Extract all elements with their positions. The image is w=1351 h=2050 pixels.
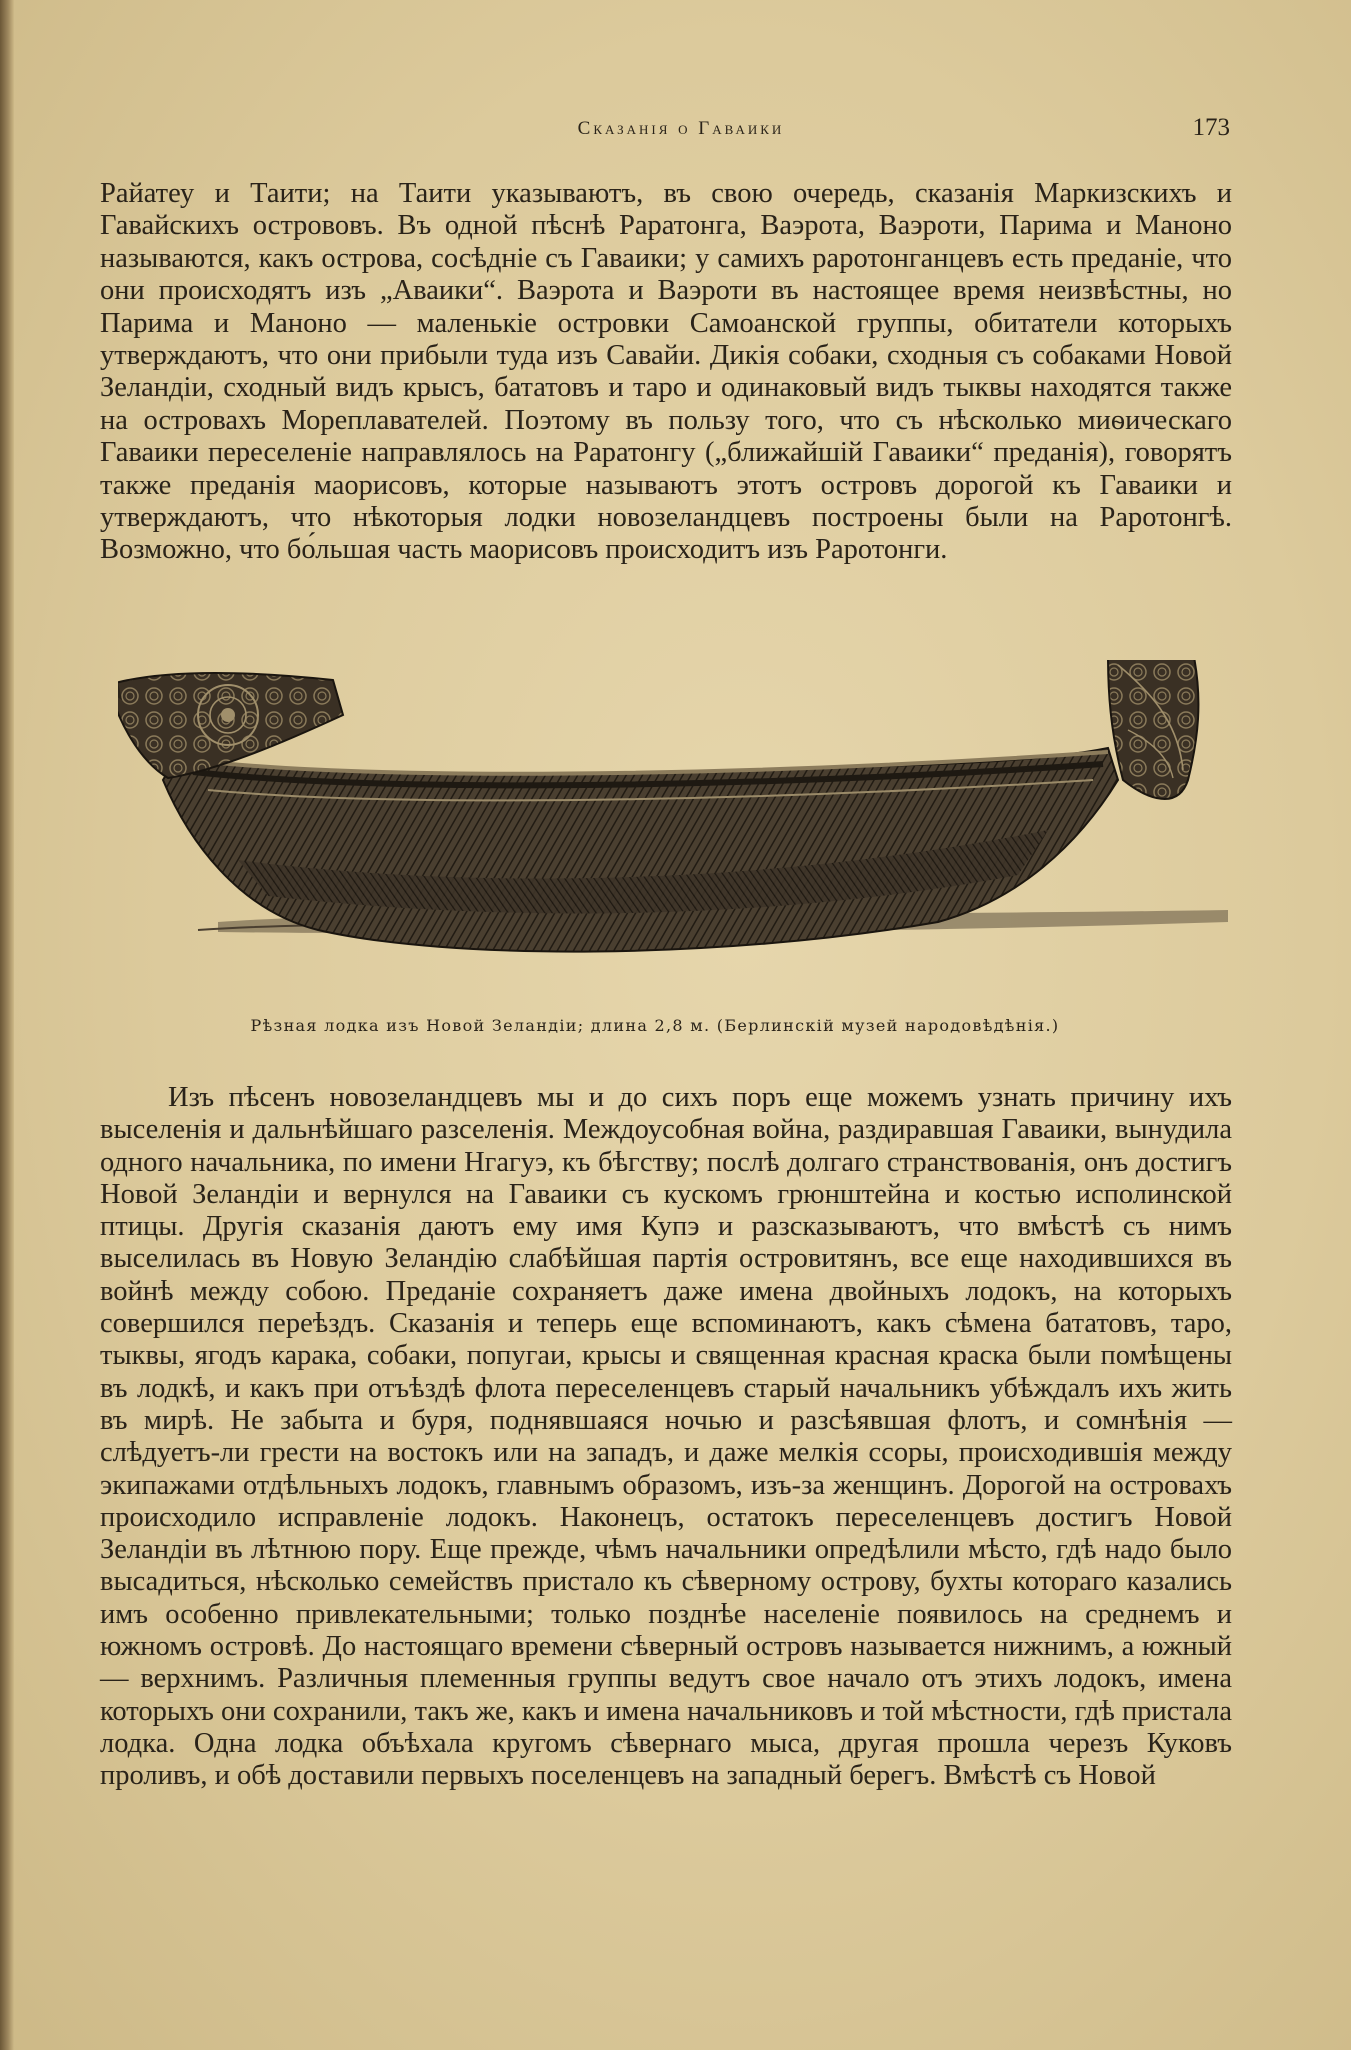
paragraph-1: Райатеу и Таити; на Таити указываютъ, въ свою очередь, сказанія Маркизскихъ и Гавайскихъ острововъ. Въ одной пѣснѣ Раратонга, Ваэрота, Ваэроти, Парима и Маноно называются, какъ острова, сосѣдніе съ Гаваики; у самихъ раротонганцевъ есть преданіе, что они происходятъ изъ „Аваики“. Ваэрота и Ваэроти въ настоящее время неизвѣстны, но Парима и Маноно — маленькіе островки Самоанской группы, обитатели которыхъ утверждаютъ, что они прибыли туда изъ Савайи. Дикія собаки, сходныя съ собаками Новой Зеландіи, сходный видъ крысъ, бататовъ и таро и одинаковый видъ тыквы находятся также на островахъ Мореплавателей. Поэтому въ пользу того, что съ нѣсколько миѳическаго Гаваики переселеніе направлялось на Раратонгу („ближайшій Гаваики“ преданія), говорятъ также преданія маорисовъ, которые называютъ этотъ островъ дорогой къ Гаваики и утверждаютъ, что нѣкоторыя лодки новозеландцевъ построены были на Раротонгѣ. Возможно, что бо́льшая часть маорисовъ происходитъ изъ Раротонги. bbox=[100, 178, 1232, 566]
carved-canoe-illustration bbox=[118, 660, 1232, 1000]
canoe-engraving bbox=[118, 660, 1232, 1000]
page-number: 173 bbox=[1192, 114, 1230, 141]
figure-caption: Рѣзная лодка изъ Новой Зеландіи; длина 2,8 м. (Берлинскій музей народовѣдѣнія.) bbox=[250, 1016, 1060, 1035]
book-spine-shadow bbox=[0, 0, 14, 2050]
paragraph-2: Изъ пѣсенъ новозеландцевъ мы и до сихъ поръ еще можемъ узнать причину ихъ выселенія и дальнѣйшаго разселенія. Междоусобная война, раздиравшая Гаваики, вынудила одного начальника, по имени Нгагуэ, къ бѣгству; послѣ долгаго странствованія, онъ достигъ Новой Зеландіи и вернулся на Гаваики съ кускомъ грюнштейна и костью исполинской птицы. Другія сказанія даютъ ему имя Купэ и разсказываютъ, что вмѣстѣ съ нимъ выселилась въ Новую Зеландію слабѣйшая партія островитянъ, все еще находившихся въ войнѣ между собою. Преданіе сохраняетъ даже имена двойныхъ лодокъ, на которыхъ совершился переѣздъ. Сказанія и теперь еще вспоминаютъ, какъ сѣмена бататовъ, таро, тыквы, ягодъ карака, собаки, попугаи, крысы и священная красная краска были помѣщены въ лодкѣ, и какъ при отъѣздѣ флота переселенцевъ старый начальникъ убѣждалъ ихъ жить въ мирѣ. Не забыта и буря, поднявшаяся ночью и разсѣявшая флотъ, и сомнѣнія — слѣдуетъ-ли грести на востокъ или на западъ, и даже мелкія ссоры, происходившія между экипажами отдѣльныхъ лодокъ, главнымъ образомъ, изъ-за женщинъ. Дорогой на островахъ происходило исправленіе лодокъ. Наконецъ, остатокъ переселенцевъ достигъ Новой Зеландіи въ лѣтнюю пору. Еще прежде, чѣмъ начальники опредѣлили мѣсто, гдѣ надо было высадиться, нѣсколько семействъ пристало къ сѣверному острову, бухты котораго казались имъ особенно привлекательными; только позднѣе населеніе появилось на среднемъ и южномъ островѣ. До настоящаго времени сѣверный островъ называется нижнимъ, а южный — верхнимъ. Различныя племенныя группы ведутъ свое начало отъ этихъ лодокъ, имена которыхъ они сохранили, такъ же, какъ и имена начальниковъ и той мѣстности, гдѣ пристала лодка. Одна лодка объѣхала кругомъ сѣвернаго мыса, другая прошла черезъ Куковъ проливъ, и обѣ доставили первыхъ поселенцевъ на западный берегъ. Вмѣстѣ съ Новой bbox=[100, 1082, 1232, 1792]
running-title: Сказанія о Гаваики bbox=[577, 118, 785, 139]
